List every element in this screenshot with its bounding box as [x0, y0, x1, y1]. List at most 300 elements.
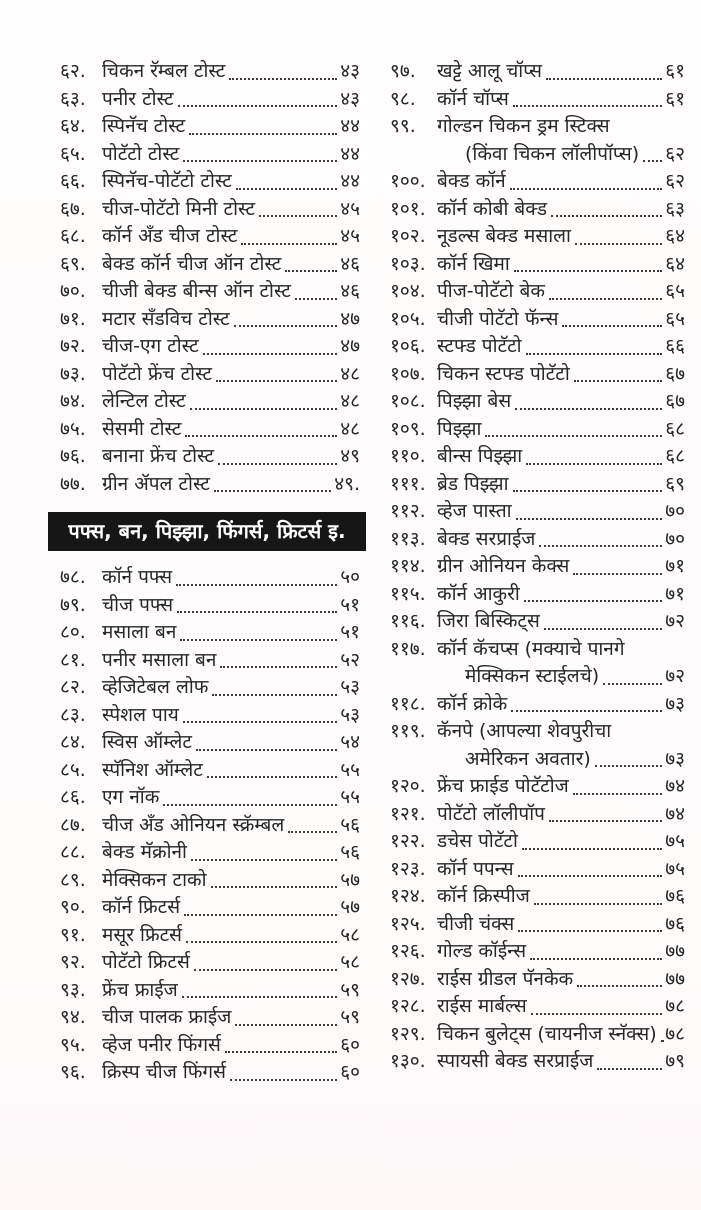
dotted-leader: [510, 188, 663, 190]
entry-number: ७४.: [60, 390, 86, 412]
index-entry: [60, 592, 360, 620]
entry-title: कॉर्न पपन्स: [437, 857, 514, 880]
entry-title: एग नॉक: [102, 786, 160, 808]
index-list-puffs: [60, 564, 360, 1087]
index-column-left: [60, 58, 360, 1087]
entry-title: चीजी पोटॅटो फॅन्स: [437, 307, 559, 330]
entry-number: १०७.: [390, 362, 426, 385]
dotted-leader: [534, 903, 662, 905]
entry-page-number: ४५: [340, 225, 360, 247]
dotted-leader: [241, 243, 337, 245]
entry-title: व्हेजिटेबल लोफ: [102, 676, 209, 698]
dotted-leader: [288, 831, 337, 833]
index-entry: [390, 113, 685, 141]
entry-title: व्हेज पास्ता: [437, 500, 512, 522]
index-entry: [60, 1059, 360, 1087]
entry-number: १००.: [390, 170, 426, 192]
entry-title: कॉर्न फ्रिटर्स: [102, 896, 181, 918]
index-entry: [60, 1032, 360, 1060]
entry-title: बेक्ड कॉर्न चीज ऑन टोस्ट: [102, 252, 282, 275]
index-entry: [390, 141, 685, 169]
index-list-toast: [60, 58, 360, 498]
entry-title: कॉर्न कॅचप्स (मक्याचे पानगे: [437, 637, 625, 660]
entry-number: १२३.: [390, 857, 426, 880]
index-entry: [60, 443, 360, 471]
entry-number: १२०.: [390, 775, 426, 797]
dotted-leader: [539, 545, 662, 547]
dotted-leader: [218, 463, 337, 465]
dotted-leader: [285, 270, 337, 272]
entry-number: १३०.: [390, 1050, 426, 1072]
index-entry: [390, 718, 685, 746]
dotted-leader: [178, 105, 338, 107]
dotted-leader: [518, 930, 662, 932]
entry-page-number: ४३: [340, 60, 360, 82]
entry-number: ८२.: [60, 676, 86, 698]
entry-number: ११४.: [390, 555, 426, 577]
index-entry: [60, 251, 360, 279]
dotted-leader: [184, 914, 337, 916]
entry-page-number: ६२: [665, 170, 685, 192]
entry-number: ९७.: [390, 60, 416, 82]
dotted-leader: [183, 721, 337, 723]
entry-number: ९२.: [60, 951, 86, 973]
dotted-leader: [180, 639, 337, 641]
entry-title: ब्रेड पिझ्झा: [437, 472, 509, 495]
entry-number: १०१.: [390, 197, 426, 220]
entry-number: १०६.: [390, 335, 426, 357]
entry-number: ७१.: [60, 307, 86, 330]
entry-page-number: ६४: [665, 225, 685, 247]
entry-page-number: ६५: [665, 280, 685, 302]
entry-number: ८९.: [60, 868, 86, 891]
index-entry: [60, 278, 360, 306]
entry-number: १०२.: [390, 225, 426, 247]
dotted-leader: [522, 848, 662, 850]
entry-number: ९५.: [60, 1033, 86, 1056]
entry-number: ६४.: [60, 115, 86, 137]
index-entry: [390, 1048, 685, 1076]
section-header-band: [48, 512, 366, 551]
entry-page-number: ५०: [340, 566, 360, 588]
dotted-leader: [551, 215, 662, 217]
entry-page-number: ७६: [665, 885, 685, 907]
entry-title: चिकन बुलेट्स (चायनीज स्नॅक्स): [437, 1022, 657, 1045]
index-entry: [390, 608, 685, 636]
index-entry: [60, 949, 360, 977]
entry-number: ६३.: [60, 87, 86, 110]
entry-title: पोटॅटो लॉलीपॉप: [437, 802, 545, 825]
index-entry: [60, 867, 360, 895]
dotted-leader: [236, 188, 337, 190]
index-entry: [390, 388, 685, 416]
entry-title: मेक्सिकन टाको: [102, 868, 207, 891]
dotted-leader: [549, 298, 662, 300]
entry-title: पनीर टोस्ट: [102, 87, 174, 110]
dotted-leader: [196, 749, 337, 751]
entry-page-number: ६७: [665, 390, 685, 412]
dotted-leader: [214, 490, 331, 492]
entry-page-number: ६९: [665, 472, 685, 495]
entry-page-number: ६८: [665, 417, 685, 440]
index-entry: [60, 674, 360, 702]
entry-title: कॉर्न खिमा: [437, 252, 510, 275]
entry-title: मटार सँडविच टोस्ट: [102, 307, 230, 330]
entry-title: कॉर्न कोबी बेक्ड: [437, 197, 548, 220]
entry-page-number: ४४: [340, 142, 360, 165]
entry-page-number: ७८: [665, 1022, 685, 1045]
dotted-leader: [515, 408, 662, 410]
index-entry: [390, 471, 685, 499]
entry-number: ८१.: [60, 648, 86, 671]
index-entry: [60, 333, 360, 361]
entry-title: बीन्स पिझ्झा: [437, 445, 523, 467]
entry-number: ८४.: [60, 731, 86, 753]
entry-title: पोटॅटो फ्रेंच टोस्ट: [102, 362, 213, 385]
index-entry: [390, 883, 685, 911]
entry-page-number: ५४: [340, 731, 360, 753]
entry-page-number: ६२: [665, 142, 685, 165]
dotted-leader: [573, 793, 662, 795]
entry-number: ९४.: [60, 1006, 86, 1028]
dotted-leader: [177, 611, 337, 613]
entry-page-number: ७१: [665, 555, 685, 577]
index-entry: [390, 993, 685, 1021]
dotted-leader: [546, 78, 662, 80]
index-entry: [390, 663, 685, 691]
index-entry: [390, 828, 685, 856]
entry-title: चिकन स्टफ्ड पोटॅटो: [437, 362, 570, 385]
entry-page-number: ५८: [340, 923, 360, 946]
index-entry: [60, 471, 360, 499]
dotted-leader: [234, 325, 338, 327]
entry-number: ११२.: [390, 500, 426, 522]
dotted-leader: [207, 776, 337, 778]
entry-page-number: ५५: [340, 758, 360, 781]
index-column-right: [390, 58, 685, 1087]
entry-number: ११६.: [390, 610, 426, 632]
index-entry: [390, 526, 685, 554]
entry-title: (किंवा चिकन लॉलीपॉप्स): [465, 142, 640, 165]
entry-page-number: ५७: [340, 896, 360, 918]
entry-number: ८५.: [60, 758, 86, 781]
entry-page-number: ५७: [340, 868, 360, 891]
entry-page-number: ७२: [665, 610, 685, 632]
entry-page-number: ७०: [665, 500, 685, 522]
entry-number: ८८.: [60, 841, 86, 863]
entry-number: १११.: [390, 472, 426, 495]
index-entry: [390, 86, 685, 114]
entry-page-number: ५९: [340, 1006, 360, 1028]
index-entry: [390, 553, 685, 581]
index-entry: [390, 168, 685, 196]
entry-number: ७८.: [60, 566, 86, 588]
entry-page-number: ७६: [665, 912, 685, 935]
index-entry: [60, 894, 360, 922]
entry-page-number: ४८: [340, 362, 360, 385]
entry-number: ६२.: [60, 60, 86, 82]
entry-title: कॉर्न आकुरी: [437, 582, 520, 605]
dotted-leader: [524, 600, 662, 602]
index-entry: [390, 361, 685, 389]
entry-page-number: ७५: [665, 857, 685, 880]
index-entry: [60, 388, 360, 416]
dotted-leader: [190, 408, 338, 410]
entry-page-number: ५२: [340, 648, 360, 671]
dotted-leader: [577, 985, 662, 987]
index-entry: [390, 196, 685, 224]
index-entry: [60, 564, 360, 592]
entry-number: १०९.: [390, 417, 426, 440]
entry-title: लेन्टिल टोस्ट: [102, 390, 186, 412]
dotted-leader: [235, 1024, 337, 1026]
index-entry: [60, 113, 360, 141]
entry-page-number: ६०: [340, 1033, 360, 1056]
entry-title: चीज-पोटॅटो मिनी टोस्ट: [102, 197, 256, 220]
entry-title: गोल्ड कॉईन्स: [437, 940, 527, 962]
entry-title: गोल्डन चिकन ड्रम स्टिक्स: [437, 115, 610, 137]
entry-page-number: ७३: [665, 747, 685, 770]
dotted-leader: [183, 160, 337, 162]
entry-page-number: ४४: [340, 115, 360, 137]
entry-number: ७६.: [60, 445, 86, 467]
entry-page-number: ६४: [665, 252, 685, 275]
entry-title: पनीर मसाला बन: [102, 648, 217, 671]
entry-page-number: ४९.: [334, 472, 360, 495]
index-entry: [60, 729, 360, 757]
index-entry: [60, 361, 360, 389]
entry-number: ८७.: [60, 813, 86, 836]
entry-title: मसाला बन: [102, 621, 177, 643]
dotted-leader: [597, 1068, 662, 1070]
dotted-leader: [562, 325, 662, 327]
entry-title: कॉर्न क्रिस्पीज: [437, 885, 530, 907]
entry-title: नूडल्स बेक्ड मसाला: [437, 225, 571, 247]
entry-title: राईस मार्बल्स: [437, 995, 527, 1017]
dotted-leader: [485, 435, 662, 437]
index-entry: [390, 856, 685, 884]
dotted-leader: [513, 105, 662, 107]
entry-page-number: ५३: [340, 703, 360, 726]
entry-page-number: ४६: [340, 280, 360, 302]
entry-page-number: ७८: [665, 995, 685, 1017]
entry-title: चिकन रॅम्बल टोस्ट: [102, 60, 226, 82]
entry-number: १२५.: [390, 912, 426, 935]
entry-title: डचेस पोटॅटो: [437, 830, 518, 852]
dotted-leader: [574, 380, 662, 382]
dotted-leader: [212, 694, 337, 696]
entry-title: कॅनपे (आपल्या शेवपुरीचा: [437, 720, 612, 742]
entry-number: १२८.: [390, 995, 426, 1017]
dotted-leader: [211, 886, 338, 888]
entry-page-number: ७७: [665, 940, 685, 962]
dotted-leader: [643, 160, 662, 162]
index-entry: [60, 977, 360, 1005]
dotted-leader: [191, 859, 337, 861]
index-entry: [60, 812, 360, 840]
dotted-leader: [189, 133, 337, 135]
entry-page-number: ६१: [665, 87, 685, 110]
dotted-leader: [230, 1079, 337, 1081]
entry-page-number: ७४: [665, 775, 685, 797]
entry-number: ७५.: [60, 417, 86, 440]
entry-number: ७९.: [60, 593, 86, 616]
entry-page-number: ७९: [665, 1050, 685, 1072]
index-entry: [60, 619, 360, 647]
entry-number: ९३.: [60, 978, 86, 1001]
entry-number: १०८.: [390, 390, 426, 412]
entry-title: स्पायसी बेक्ड सरप्राईज: [437, 1050, 594, 1072]
entry-number: ७०.: [60, 280, 86, 302]
dotted-leader: [661, 1040, 663, 1042]
dotted-leader: [220, 666, 337, 668]
entry-number: ९६.: [60, 1061, 86, 1083]
entry-number: ८६.: [60, 786, 86, 808]
entry-title: पीज-पोटॅटो बेक: [437, 280, 545, 302]
entry-page-number: ५१: [340, 621, 360, 643]
entry-number: ११८.: [390, 692, 426, 715]
index-entry: [60, 1004, 360, 1032]
entry-title: पिझ्झा बेस: [437, 390, 512, 412]
entry-page-number: ४७: [340, 335, 360, 357]
entry-page-number: ५३: [340, 676, 360, 698]
index-entry: [390, 223, 685, 251]
entry-number: ११५.: [390, 582, 426, 605]
entry-number: ७२.: [60, 335, 86, 357]
entry-page-number: ७३: [665, 692, 685, 715]
entry-number: ११३.: [390, 527, 426, 550]
entry-page-number: ४९: [340, 445, 360, 467]
dotted-leader: [511, 710, 662, 712]
entry-title: पोटॅटो टोस्ट: [102, 142, 180, 165]
entry-number: ९०.: [60, 896, 86, 918]
entry-page-number: ५१: [340, 593, 360, 616]
entry-title: चीजी बेक्ड बीन्स ऑन टोस्ट: [102, 280, 291, 302]
dotted-leader: [194, 969, 337, 971]
entry-title: ग्रीन ॲपल टोस्ट: [102, 472, 210, 495]
entry-page-number: ५५: [340, 786, 360, 808]
dotted-leader: [216, 380, 337, 382]
index-entry: [60, 702, 360, 730]
entry-title: सेसमी टोस्ट: [102, 417, 182, 440]
entry-title: चीज अँड ओनियन स्क्रॅम्बल: [102, 813, 285, 836]
entry-title: पोटॅटो फ्रिटर्स: [102, 951, 190, 973]
entry-title: बेक्ड कॉर्न: [437, 170, 506, 192]
entry-title: चीज-एग टोस्ट: [102, 335, 199, 357]
index-entry: [390, 581, 685, 609]
entry-title: स्पिनॅच-पोटॅटो टोस्ट: [102, 170, 232, 192]
entry-page-number: ४५: [340, 197, 360, 220]
index-entry: [390, 966, 685, 994]
index-entry: [60, 306, 360, 334]
dotted-leader: [259, 215, 337, 217]
index-entry: [60, 223, 360, 251]
entry-page-number: ४७: [340, 307, 360, 330]
entry-number: ७७.: [60, 472, 86, 495]
dotted-leader: [573, 573, 662, 575]
index-entry: [390, 416, 685, 444]
entry-number: ८०.: [60, 621, 86, 643]
dotted-leader: [530, 958, 662, 960]
entry-number: १२७.: [390, 967, 426, 990]
entry-title: स्पेशल पाय: [102, 703, 179, 726]
entry-page-number: ६५: [665, 307, 685, 330]
index-entry: [390, 306, 685, 334]
index-entry: [60, 168, 360, 196]
entry-title: स्विस ऑम्लेट: [102, 731, 192, 753]
dotted-leader: [229, 78, 337, 80]
dotted-leader: [203, 353, 338, 355]
entry-number: ६९.: [60, 252, 86, 275]
entry-page-number: ५६: [340, 813, 360, 836]
entry-title: बेक्ड मॅक्रोनी: [102, 841, 187, 863]
entry-number: ९१.: [60, 923, 86, 946]
index-entry: [60, 839, 360, 867]
dotted-leader: [531, 1013, 663, 1015]
index-entry: [390, 636, 685, 664]
index-entry: [390, 691, 685, 719]
entry-page-number: ७१: [665, 582, 685, 605]
index-entry: [390, 333, 685, 361]
entry-title: स्पॅनिश ऑम्लेट: [102, 758, 203, 781]
entry-number: ११०.: [390, 445, 426, 467]
entry-title: बनाना फ्रेंच टोस्ट: [102, 445, 215, 467]
entry-page-number: ६१: [665, 60, 685, 82]
entry-number: ७३.: [60, 362, 86, 385]
index-entry: [390, 773, 685, 801]
section-header-text: पफ्स, बन, पिझ्झा, फिंगर्स, फ्रिटर्स इ.: [68, 519, 346, 543]
dotted-leader: [595, 765, 662, 767]
entry-title: फ्रेंच फ्राईज: [102, 978, 178, 1001]
dotted-leader: [526, 463, 662, 465]
index-entry: [60, 784, 360, 812]
entry-page-number: ५६: [340, 841, 360, 863]
dotted-leader: [575, 243, 662, 245]
entry-page-number: ६०: [340, 1061, 360, 1083]
entry-number: ११७.: [390, 637, 426, 660]
dotted-leader: [513, 490, 663, 492]
entry-title: क्रिस्प चीज फिंगर्स: [102, 1061, 226, 1083]
index-entry: [60, 757, 360, 785]
index-entry: [60, 141, 360, 169]
entry-number: १२२.: [390, 830, 426, 852]
entry-number: ९९.: [390, 115, 416, 137]
dotted-leader: [225, 1051, 337, 1053]
entry-title: खट्टे आलू चॉप्स: [437, 60, 543, 82]
index-entry: [390, 443, 685, 471]
entry-number: १०३.: [390, 252, 426, 275]
dotted-leader: [518, 875, 663, 877]
index-entry: [60, 58, 360, 86]
index-entry: [390, 251, 685, 279]
dotted-leader: [182, 996, 337, 998]
entry-page-number: ४८: [340, 390, 360, 412]
entry-page-number: ६६: [665, 335, 685, 357]
dotted-leader: [549, 820, 662, 822]
entry-number: १०५.: [390, 307, 426, 330]
entry-page-number: ६३: [665, 197, 685, 220]
dotted-leader: [603, 683, 662, 685]
entry-page-number: ७५: [665, 830, 685, 852]
entry-number: ६७.: [60, 197, 86, 220]
entry-title: ग्रीन ओनियन केक्स: [437, 555, 570, 577]
dotted-leader: [516, 518, 663, 520]
index-entry: [390, 801, 685, 829]
entry-title: कॉर्न पफ्स: [102, 566, 173, 588]
entry-page-number: ७७: [665, 967, 685, 990]
entry-title: कॉर्न क्रोके: [437, 692, 508, 715]
entry-title: चीजी चंक्स: [437, 912, 515, 935]
